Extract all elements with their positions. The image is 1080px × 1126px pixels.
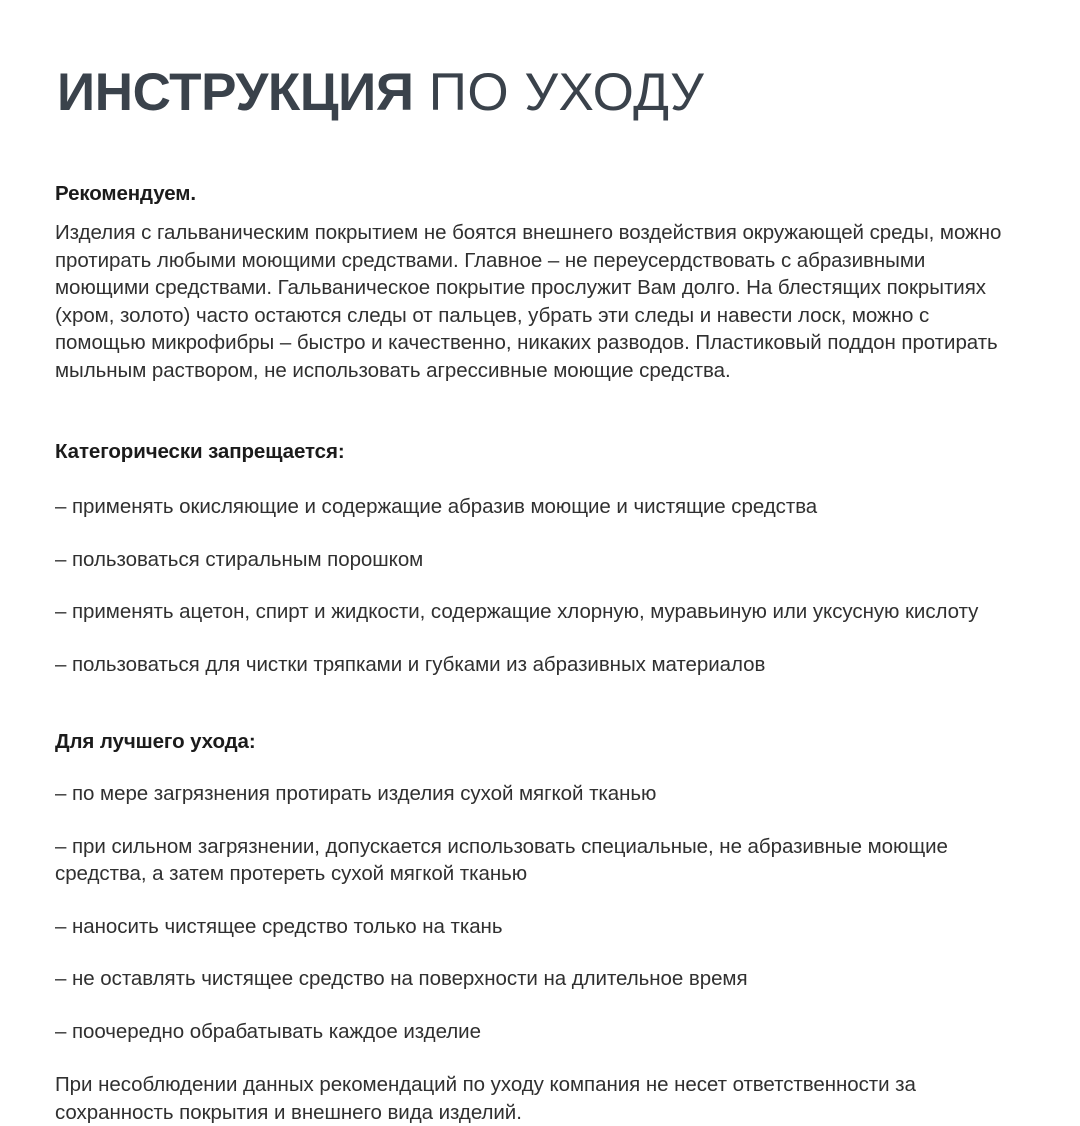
list-item: – применять ацетон, спирт и жидкости, содержащие хлорную, муравьиную или уксусную кислоту — [55, 600, 979, 623]
page-title-bold: ИНСТРУКЦИЯ — [57, 63, 414, 122]
list-item: – поочередно обрабатывать каждое изделие — [55, 1019, 481, 1043]
list-item: – не оставлять чистящее средство на поверхности на длительное время — [55, 967, 748, 990]
list-item: – наносить чистящее средство только на ткань — [55, 914, 503, 938]
better-care-list — [55, 780, 1025, 1045]
forbidden-list — [55, 493, 1025, 678]
section-recommend-paragraph: Изделия с гальваническим покрытием не боятся внешнего воздействия окружающей среды, можно протирать любыми моющими средствами. Главное – не переусердствовать с абразивными моющими средствами. Гальваническое покрытие прослужит Вам долго. На блестящих покрытиях (хром, золото) часто остаются следы от пальцев, убрать эти следы и навести лоск, можно с помощью микрофибры – быстро и качественно, никаких разводов. Пластиковый поддон протирать мыльным раствором, не использовать агрессивные моющие средства. — [55, 221, 1002, 382]
list-item: – пользоваться стиральным порошком — [55, 547, 424, 571]
closing-disclaimer: При несоблюдении данных рекомендаций по уходу компания не несет ответственности за сохранность покрытия и внешнего вида изделий. — [55, 1073, 916, 1124]
section-recommend-heading: Рекомендуем. — [55, 182, 196, 205]
page-title — [55, 0, 1025, 124]
section-forbidden — [55, 440, 1025, 678]
section-better-care — [55, 730, 1025, 1126]
list-item: – при сильном загрязнении, допускается использовать специальные, не абразивные моющие средства, а затем протереть сухой мягкой тканью — [55, 834, 948, 885]
list-item: – пользоваться для чистки тряпками и губками из абразивных материалов — [55, 652, 766, 676]
list-item: – по мере загрязнения протирать изделия сухой мягкой тканью — [55, 782, 657, 805]
page-title-light: ПО УХОДУ — [413, 63, 705, 122]
list-item: – применять окисляющие и содержащие абразив моющие и чистящие средства — [55, 495, 818, 518]
section-better-care-heading: Для лучшего ухода: — [55, 730, 256, 753]
section-recommend — [55, 182, 1025, 384]
section-forbidden-heading: Категорически запрещается: — [55, 440, 345, 463]
